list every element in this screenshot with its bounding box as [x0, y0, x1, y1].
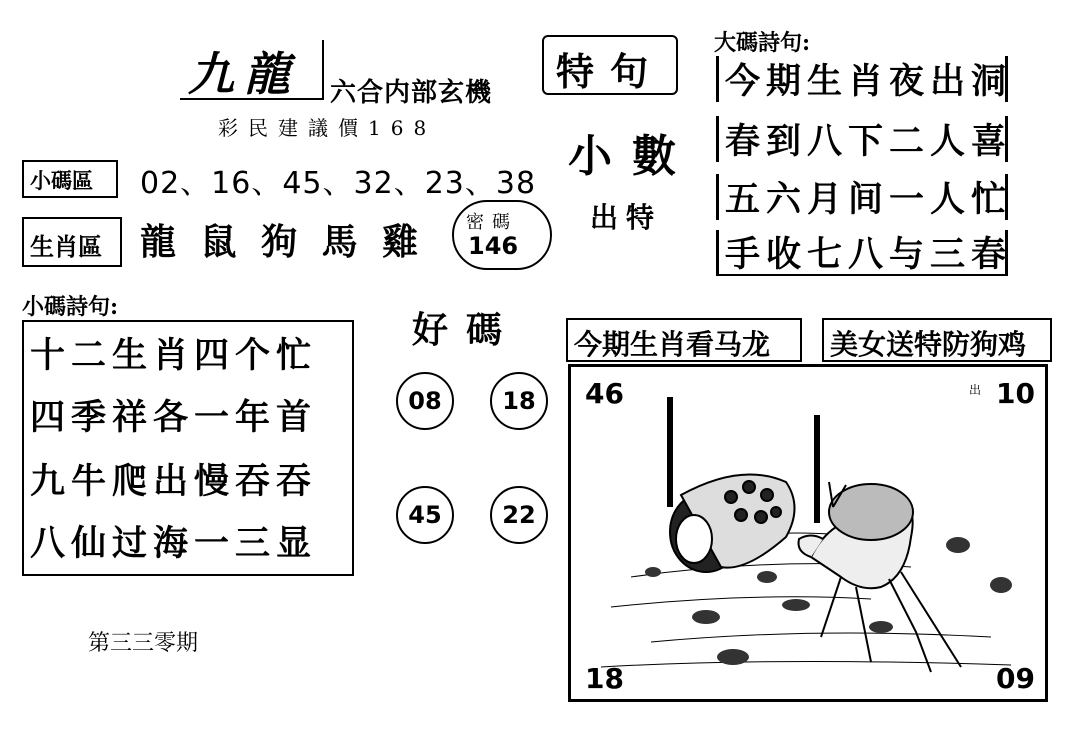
- secret-code-value: 146: [468, 232, 519, 260]
- issue-number: 第三三零期: [88, 631, 199, 656]
- special-sentence-main: 小數: [568, 131, 696, 182]
- special-sentence-label: 特句: [556, 49, 665, 94]
- picture-corner-bottom-left: 18: [585, 662, 624, 695]
- small-poem-title: 小碼詩句:: [22, 294, 119, 320]
- big-poem-line: [716, 116, 1013, 162]
- small-code-label: 小碼區: [30, 168, 93, 193]
- small-poem-line-text: 八仙过海一三显: [30, 523, 318, 564]
- small-poem-line: [24, 392, 352, 438]
- big-poem-line-text: 春到八下二人喜: [725, 121, 1013, 162]
- secret-code-badge: [452, 200, 552, 270]
- logo-text: 九龍: [188, 47, 300, 101]
- big-poem-line-text: 手收七八与三春: [725, 234, 1013, 275]
- big-poem-title: 大碼詩句:: [714, 30, 811, 56]
- special-sentence-sub: 出特: [590, 201, 663, 234]
- header-price: 彩民建議價168: [218, 116, 437, 140]
- big-poem-line: [716, 230, 1013, 276]
- good-code-number: 45: [396, 486, 454, 544]
- picture-corner-top-left: 46: [585, 377, 624, 410]
- good-code-number: 22: [490, 486, 548, 544]
- small-poem-line: [24, 456, 352, 502]
- header-subtitle: 六合内部玄機: [330, 78, 493, 108]
- hint-box-left: [566, 318, 802, 362]
- small-code-label-box: [22, 160, 118, 198]
- big-poem-line-text: 五六月间一人忙: [725, 179, 1013, 220]
- deer-scene-illustration: [571, 367, 1045, 699]
- good-code-number: 08: [396, 372, 454, 430]
- small-poem-box: [22, 320, 354, 576]
- small-poem-line: [24, 330, 352, 376]
- hint-box-right: [822, 318, 1052, 362]
- good-codes-title: 好碼: [412, 309, 521, 351]
- small-poem-line-text: 九牛爬出慢吞吞: [30, 461, 318, 502]
- zodiac-label-box: [22, 217, 122, 267]
- small-poem-line-text: 十二生肖四个忙: [30, 335, 318, 376]
- big-poem-line-text: 今期生肖夜出洞: [725, 61, 1013, 102]
- special-sentence-label-box: [542, 35, 678, 95]
- logo: [180, 40, 324, 100]
- big-poem-line: [716, 174, 1013, 220]
- big-poem-box: [716, 56, 1013, 278]
- deer-figure: [799, 482, 962, 672]
- good-code-number: 18: [490, 372, 548, 430]
- drum-object: [670, 474, 795, 572]
- hint-left: 今期生肖看马龙: [574, 328, 771, 361]
- picture-corner-top-right: 10: [996, 377, 1035, 410]
- picture-mark: 出: [969, 383, 982, 397]
- zodiac-label: 生肖區: [30, 232, 102, 261]
- small-poem-line-text: 四季祥各一年首: [30, 397, 318, 438]
- small-code-numbers: 02、16、45、32、23、38: [140, 166, 537, 201]
- hint-right: 美女送特防狗鸡: [830, 328, 1027, 361]
- big-poem-line: [716, 56, 1013, 102]
- secret-code-label: 密碼: [466, 212, 518, 233]
- small-poem-line: [24, 518, 352, 564]
- picture-corner-bottom-right: 09: [996, 662, 1035, 695]
- zodiac-list: 龍 鼠 狗 馬 雞: [140, 221, 425, 263]
- picture-panel: [568, 364, 1048, 702]
